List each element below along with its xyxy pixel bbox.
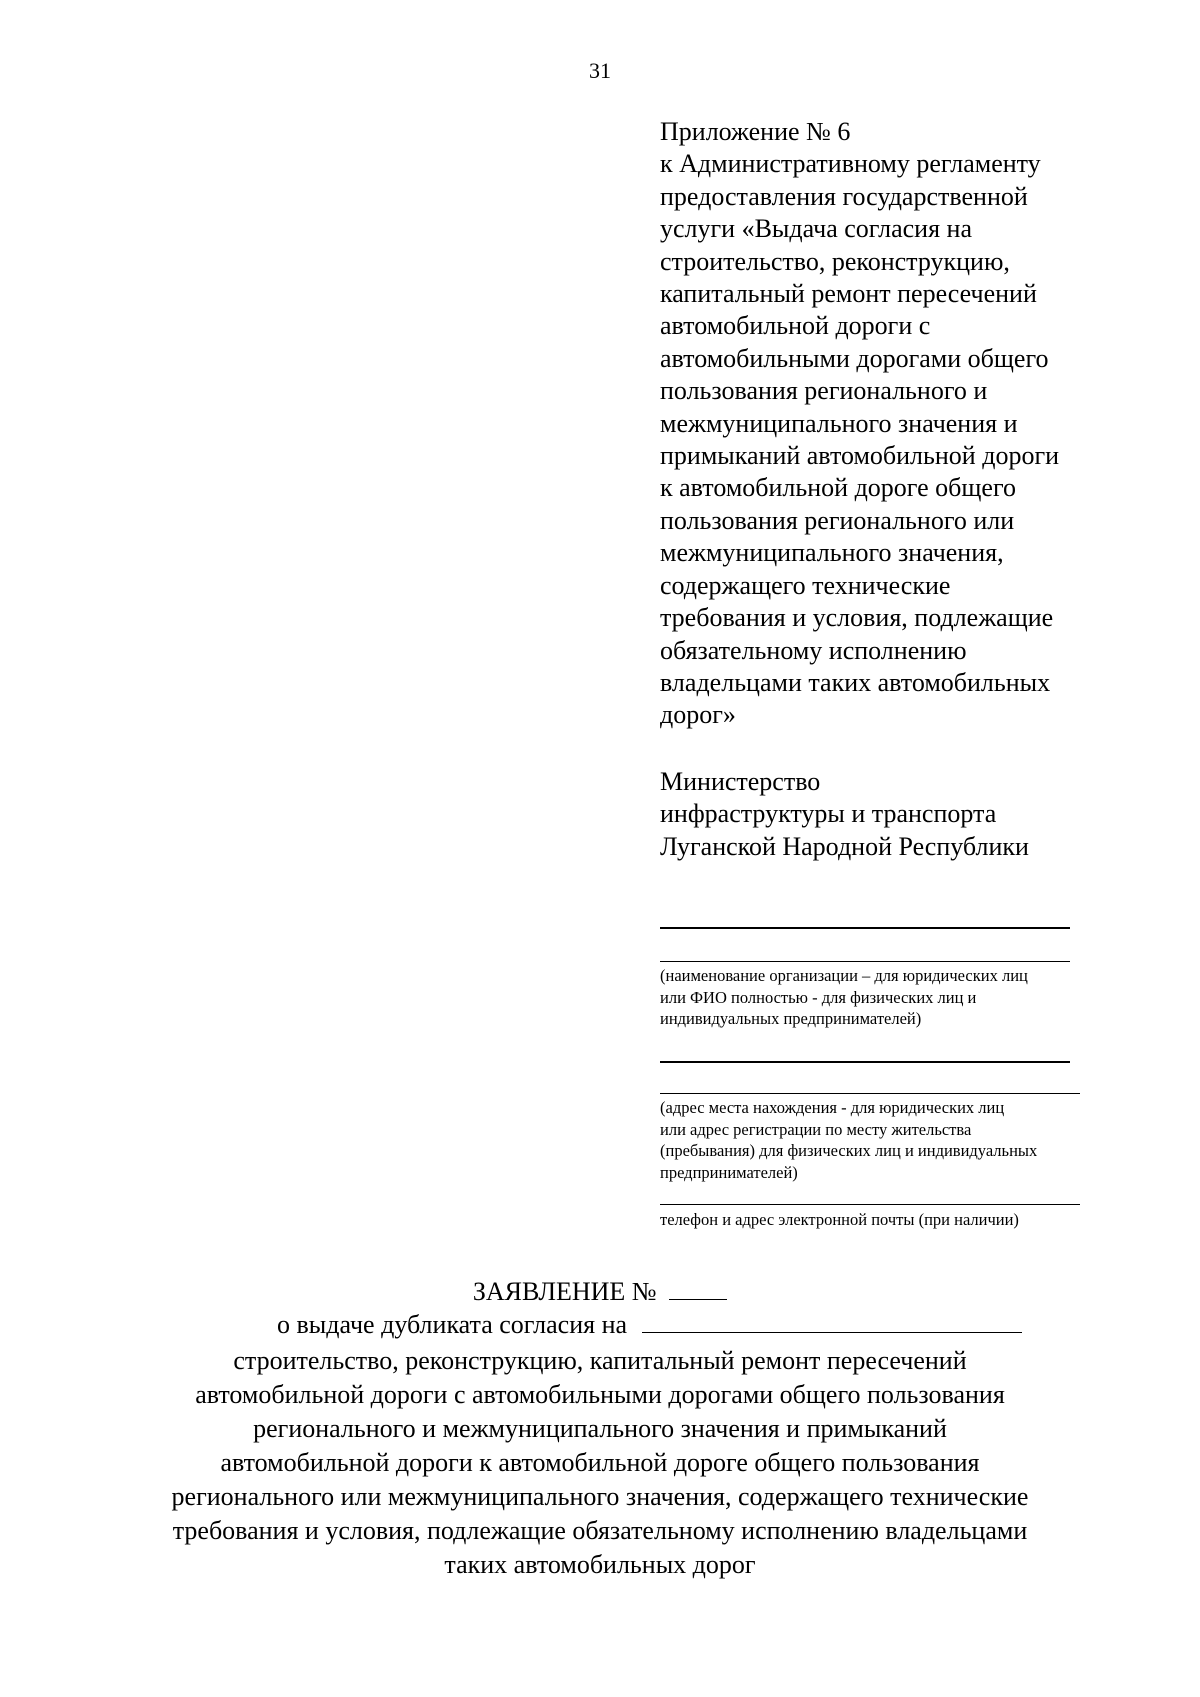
statement-body-line: регионального или межмуниципального значения, содержащего технические — [171, 1482, 1029, 1511]
page-number: 31 — [589, 58, 611, 83]
appendix-line: примыканий автомобильной дороги — [660, 441, 1060, 471]
applicant-address-hint — [660, 1097, 1100, 1183]
appendix-line: обязательному исполнению — [660, 635, 967, 665]
appendix-line: дорог» — [660, 700, 736, 730]
hint-line: предпринимателей) — [660, 1162, 798, 1182]
appendix-line: Приложение № 6 — [660, 117, 851, 146]
statement-body-line: автомобильной дороги к автомобильной дороге общего пользования — [220, 1448, 980, 1477]
statement-title — [0, 1276, 1200, 1308]
ministry-line: Министерство — [660, 767, 821, 796]
ministry-line: инфраструктуры и транспорта — [660, 799, 997, 829]
hint-line: или адрес регистрации по месту жительства — [660, 1119, 972, 1139]
statement-body — [0, 1344, 1200, 1582]
appendix-line: к автомобильной дороге общего — [660, 473, 1016, 503]
hint-line: индивидуальных предпринимателей) — [660, 1009, 922, 1028]
appendix-line: капитальный ремонт пересечений — [660, 279, 1037, 309]
appendix-line: автомобильными дорогами общего — [660, 343, 1049, 373]
applicant-address-field-line[interactable] — [660, 1093, 1080, 1094]
appendix-line: автомобильной дороги с — [660, 311, 931, 341]
appendix-line: пользования регионального или — [660, 505, 1015, 535]
appendix-line: содержащего технические — [660, 570, 951, 600]
statement-body-line: требования и условия, подлежащие обязательному исполнению владельцами — [172, 1516, 1028, 1545]
hint-line: (пребывания) для физических лиц и индивидуальных — [660, 1141, 1038, 1160]
appendix-line: пользования регионального и — [660, 376, 988, 406]
statement-subtitle — [277, 1309, 1022, 1341]
statement-number-field[interactable] — [669, 1277, 727, 1300]
applicant-contact-field[interactable] — [660, 1204, 1080, 1205]
applicant-contact-hint — [660, 1209, 1100, 1231]
appendix-line: межмуниципального значения, — [660, 538, 1004, 568]
appendix-line: строительство, реконструкцию, — [660, 246, 1010, 276]
hint-line: телефон и адрес электронной почты (при наличии) — [660, 1210, 1019, 1229]
statement-body-line: регионального и межмуниципального значения и примыканий — [253, 1414, 947, 1443]
applicant-name-field[interactable] — [660, 927, 1070, 929]
statement-body-line: автомобильной дороги с автомобильными дорогами общего пользования — [195, 1380, 1005, 1409]
appendix-line: к Административному регламенту — [660, 149, 1041, 179]
applicant-address-field[interactable] — [660, 1061, 1070, 1063]
appendix-line: межмуниципального значения и — [660, 408, 1018, 438]
hint-line: (адрес места нахождения - для юридических лиц — [660, 1098, 1005, 1117]
applicant-name-field-line[interactable] — [660, 961, 1070, 962]
hint-line: (наименование организации – для юридических лиц — [660, 966, 1028, 985]
appendix-line: требования и условия, подлежащие — [660, 603, 1054, 633]
appendix-line: услуги «Выдача согласия на — [660, 214, 973, 244]
statement-body-line: строительство, реконструкцию, капитальный ремонт пересечений — [233, 1346, 967, 1375]
statement-date-field[interactable] — [642, 1310, 1022, 1333]
applicant-name-hint — [660, 965, 1100, 1030]
appendix-line: владельцами таких автомобильных — [660, 667, 1051, 697]
statement-subtitle-text: о выдаче дубликата согласия на — [277, 1310, 628, 1339]
statement-title-text: ЗАЯВЛЕНИЕ № — [472, 1277, 657, 1306]
addressee-ministry — [660, 766, 1100, 863]
appendix-line: предоставления государственной — [660, 181, 1028, 211]
hint-line: или ФИО полностью - для физических лиц и — [660, 987, 977, 1007]
ministry-line: Луганской Народной Республики — [660, 831, 1029, 861]
statement-body-line: таких автомобильных дорог — [444, 1550, 756, 1579]
appendix-header — [660, 116, 1100, 732]
